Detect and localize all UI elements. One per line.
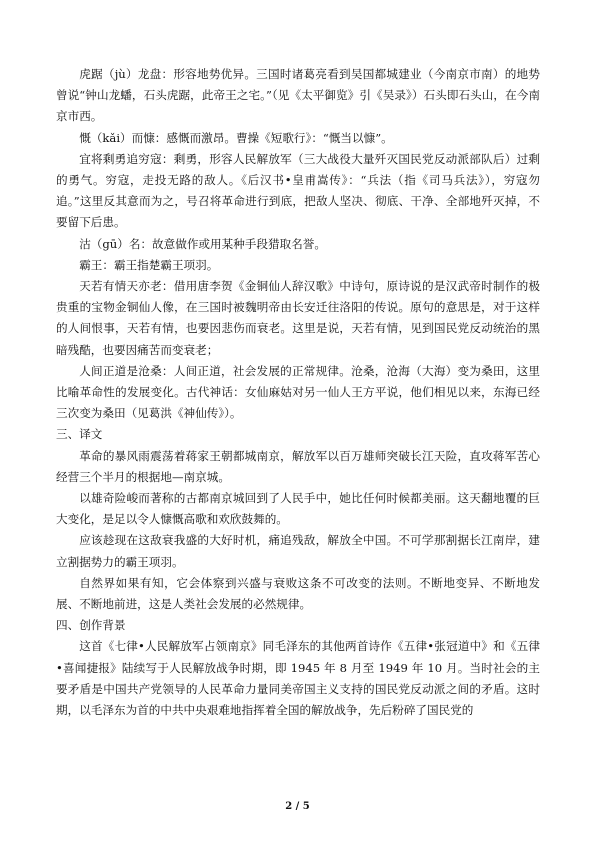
translation-paragraph-2: 以雄奇险峻而著称的古都南京城回到了人民手中，她比任何时候都美丽。这天翻地覆的巨大变化，是足以令人慷慨高歌和欢欣鼓舞的。: [56, 491, 540, 527]
translation-paragraph-4: 自然界如果有知，它会体察到兴盛与衰败这条不可改变的法则。不断地变异、不断地发展、不断地前进，这是人类社会发展的必然规律。: [56, 575, 540, 612]
paragraph-qiongkou: 宜将剩勇追穷寇：剩勇，形容人民解放军（三大战役大量歼灭国民党反动派部队后）过剩的勇气。穷寇，走投无路的敌人。《后汉书•皇甫嵩传》：“兵法（指《司马兵法》），穷寇勿追。”这里反其意而为之，号召将革命进行到底，把敌人坚决、彻底、干净、全部地歼灭掉，不要留下后患。: [56, 151, 540, 230]
section-heading-background: 四、创作背景: [56, 618, 126, 633]
translation-paragraph-3: 应该趁现在这敌衰我盛的大好时机，痛追残敌，解放全中国。不可学那割据长江南岸，建立割据势力的霸王项羽。: [56, 533, 540, 569]
section-heading-translation: 三、译文: [56, 427, 103, 442]
document-body: [56, 64, 540, 721]
paragraph-guming: 沽（gū）名：故意做作或用某种手段猎取名誉。: [79, 236, 326, 251]
translation-paragraph-1: 革命的暴风雨震荡着蒋家王朝都城南京，解放军以百万雄师突破长江天险，直攻蒋军苦心经营三个半月的根据地—南京城。: [56, 448, 540, 484]
paragraph-zhengdao: 人间正道是沧桑：人间正道，社会发展的正常规律。沧桑，沧海（大海）变为桑田，这里比喻革命性的发展变化。古代神话：女仙麻姑对另一仙人王方平说，他们相见以来，东海已经三次变为桑田（见葛洪《神仙传》）。: [56, 363, 540, 421]
paragraph-huju: 虎踞（jù）龙盘：形容地势优异。三国时诸葛亮看到吴国都城建业（今南京市南）的地势曾说“钟山龙蟠，石头虎踞，此帝王之宅。”（见《太平御览》引《吴录》）石头即石头山，在今南京市西。: [56, 67, 540, 124]
paragraph-bawang: 霸王：霸王指楚霸王项羽。: [79, 257, 219, 272]
paragraph-kaierkang: 慨（kǎi）而慷：感慨而激昂。曹操《短歌行》：“慨当以慷”。: [79, 130, 393, 145]
background-paragraph-1: 这首《七律•人民解放军占领南京》同毛泽东的其他两首诗作《五律•张冠道中》和《五律•喜闻捷报》陆续写于人民解放战争时期，即 1945 年 8 月至 1949 年 10 月。当时社会的主要矛盾是中国共产党领导的人民革命力量同美帝国主义支持的国民党反动派之间的矛盾。这时期，以毛泽东为首的中共中央艰难地指挥着全国的解放战争，先后粉碎了国民党的: [56, 639, 540, 718]
page-number: 2 / 5: [285, 801, 310, 812]
paragraph-tianruoyouqing: 天若有情天亦老：借用唐李贺《金铜仙人辞汉歌》中诗句，原诗说的是汉武帝时制作的极贵重的宝物金铜仙人像，在三国时被魏明帝由长安迁往洛阳的传说。原句的意思是，对于这样的人间恨事，天若有情，也要因悲伤而衰老。这里是说，天若有情，见到国民党反动统治的黑暗残酷，也要因痛苦而变衰老；: [56, 279, 540, 357]
